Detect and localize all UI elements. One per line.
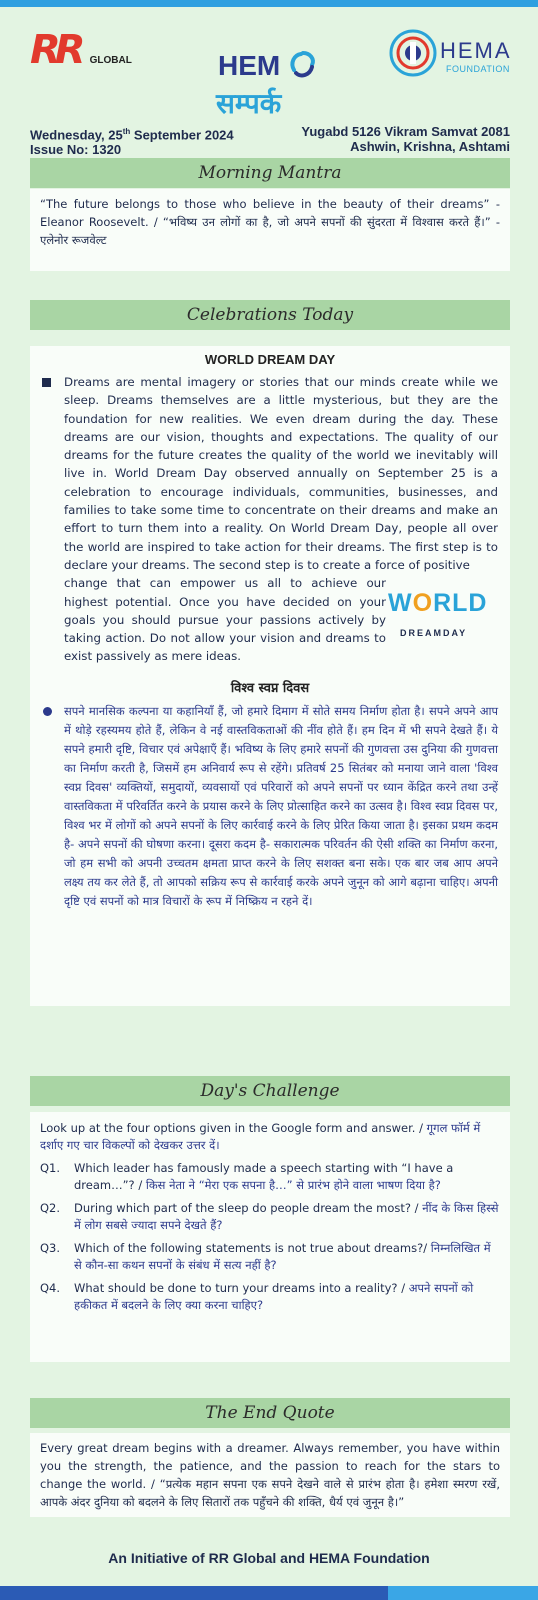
- hindi-text: सपने मानसिक कल्पना या कहानियाँ हैं, जो हमारे दिमाग में सोते समय निर्माण होता है। सपने अपने आप में थोड़े रहस्यमय होते हैं, लेकिन वे नई वास्तविकताओं की नींव होते हैं। हम दिन में भी सपने देखते हैं। ये सपने हमारी दृष्टि, विचार एवं अपेक्षाएँ हैं। भविष्य के लिए हमारे सपनों की गुणवत्ता उस दुनिया की गुणवत्ता का निर्माण करती है, जिसमें हम अनिवार्य रूप से रहेंगे। प्रतिवर्ष 25 सितंबर को मनाया जाने वाला 'विश्व स्वप्न दिवस' व्यक्तियों, समुदायों, व्यवसायों एवं परिवारों को अपने सपनों पर ध्यान केंद्रित करने तथा उन्हें वास्तविकता में परिवर्तित करने के प्रयास करने के लिए प्रोत्साहित करने का उत्सव है। विश्व स्वप्न दिवस पर, विश्व भर में लोगों को अपने सपनों के लिए कार्रवाई करने के लिए प्रेरित किया जाता है। इसका प्रथम कदम है- अपने सपनों की घोषणा करना। दूसरा कदम है- सकारात्मक परिवर्तन की ऐसी शक्ति का निर्माण करना, जो हम सभी को अपनी उच्चतम क्षमता प्राप्त करने के लिए सशक्त बना सके। एक बार जब आप अपने लक्ष्य तय कर लेते हैं, तो आपको सक्रिय रूप से कार्रवाई करके अपने जुनून को आगे बढ़ाना चाहिए। अपनी दृष्टि एवं सपनों को मात्र विचारों के रूप में निष्क्रिय न रहने दें।: [64, 703, 498, 908]
- hema-emblem-icon: [388, 28, 438, 78]
- world-dream-day-logo-word: WORLD: [388, 589, 488, 618]
- hindi-heading: विश्व स्वप्न दिवस: [230, 680, 310, 696]
- end-quote-text: Every great dream begins with a dreamer. Always remember, you have within you the strength, the patience, and the passion to reach for the stars to change the world. / “प्रत्येक महान सपना एक सपने देखने वाले से प्रारंभ होता है। हमेशा स्मरण रखें, आपके अंदर दुनिया को बदलने के लिए सितारों तक पहुँचने की शक्ति, धैर्य एवं जुनून है।”: [40, 1441, 500, 1509]
- challenge-title: Day's Challenge: [200, 1081, 340, 1101]
- hem-logo-text: HEM: [218, 50, 281, 81]
- question-2: Q2. During which part of the sleep do people dream the most? / नींद के किस हिस्से में लोग सबसे ज्यादा सपने देखते हैं?: [40, 1201, 499, 1232]
- calendar-block: [301, 124, 510, 154]
- challenge-panel: [30, 1112, 510, 1362]
- celebrations-title: Celebrations Today: [186, 305, 354, 325]
- hema-logo-text: HEMA: [440, 38, 512, 63]
- end-quote-panel: [30, 1433, 510, 1517]
- question-3: Q3. Which of the following statements is not true about dreams?/ निम्नलिखित में से कौन-सा कथन सपनों के संबंध में सत्य नहीं है?: [40, 1241, 491, 1272]
- world-dream-day-logo: [388, 589, 498, 642]
- mantra-text: “The future belongs to those who believe in the beauty of their dreams” - Eleanor Roosevelt. / “भविष्य उन लोगों का है, जो अपने सपनों की सुंदरता में विश्वास करते हैं।” - एलेनोर रूजवेल्ट: [40, 197, 500, 247]
- date-issue-block: [30, 124, 234, 157]
- english-text-with-logo: [64, 574, 498, 665]
- round-bullet-icon: [43, 707, 52, 716]
- footer-initiative: An Initiative of RR Global and HEMA Foundation: [108, 1550, 430, 1566]
- rr-logo-text: GLOBAL: [89, 55, 132, 66]
- morning-mantra-panel: [30, 189, 510, 271]
- morning-mantra-title: Morning Mantra: [198, 163, 342, 183]
- square-bullet-icon: [42, 378, 51, 387]
- rr-global-logo: [30, 27, 132, 73]
- world-dream-day-heading: WORLD DREAM DAY: [204, 352, 336, 367]
- bottom-accent-bar: [0, 1586, 538, 1600]
- hema-logo-subtext: FOUNDATION: [446, 64, 510, 74]
- celebrations-band: [30, 300, 510, 330]
- end-quote-title: The End Quote: [205, 1403, 335, 1423]
- sampark-logo-text: सम्पर्क: [216, 87, 282, 120]
- morning-mantra-band: [30, 158, 510, 188]
- hem-sampark-logo: [210, 40, 340, 120]
- issue-number: Issue No: 1320: [30, 142, 122, 158]
- samvat-text: Yugabd 5126 Vikram Samvat 2081: [301, 124, 510, 139]
- hindi-description: [42, 702, 498, 911]
- world-dream-day-logo-sub: DREAMDAY: [400, 628, 468, 639]
- english-narrow-text: change that can empower us all to achieve our highest potential. Once you have decided on your goals you should pursue your passions actively by taking action. Do not allow your vision and dreams to exist passively as mere ideas.: [64, 576, 386, 664]
- bottom-accent-stripe: [388, 1586, 538, 1600]
- issue-date: Wednesday, 25th September 2024: [30, 127, 234, 143]
- swirl-icon: [288, 50, 318, 80]
- challenge-band: [30, 1076, 510, 1106]
- question-4: Q4. What should be done to turn your dreams into a reality? / अपने सपनों को हकीकत में बदलने के लिए क्या करना चाहिए?: [40, 1281, 474, 1312]
- end-quote-band: [30, 1398, 510, 1428]
- header: [0, 10, 538, 120]
- question-1: Q1. Which leader has famously made a speech starting with “I have a dream…”? / किस नेता ने “मेरा एक सपना है…” से प्रारंभ होने वाला भाषण दिया है?: [40, 1161, 454, 1192]
- rr-logo-mark: RR: [30, 27, 80, 73]
- celebrations-panel: [30, 346, 510, 1006]
- english-description: [42, 373, 498, 666]
- tithi-text: Ashwin, Krishna, Ashtami: [350, 139, 510, 154]
- top-accent-bar: [0, 0, 538, 7]
- challenge-intro: Look up at the four options given in the Google form and answer. / गूगल फॉर्म में दर्शाए गए चार विकल्पों को देखकर उत्तर दें।: [40, 1121, 481, 1152]
- english-main-text: Dreams are mental imagery or stories that our minds create while we sleep. Dreams themselves are a little mysterious, but they are the foundation for new realities. We even dream during the day. These dreams are our vision, thoughts and expectations. The quality of our dreams for the future creates the quality of the world we inevitably will live in. World Dream Day observed annually on September 25 is a celebration to encourage individuals, communities, businesses, and families to take some time to concentrate on their dreams and make an effort to turn them into a reality. On World Dream Day, people all over the world are inspired to take action for their dreams. The first step is to declare your dreams. The second step is to create a force of positive: [64, 375, 498, 572]
- hema-foundation-logo: [388, 28, 528, 84]
